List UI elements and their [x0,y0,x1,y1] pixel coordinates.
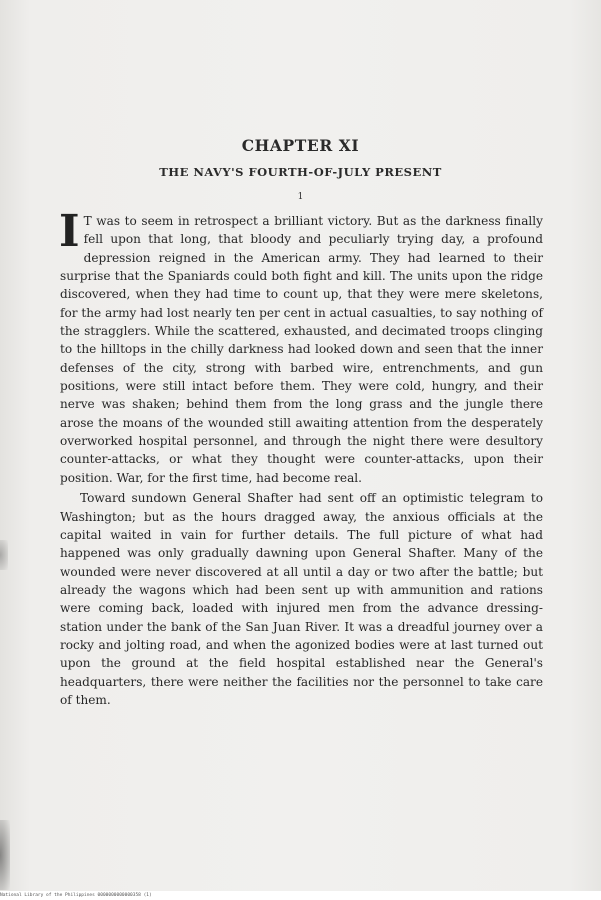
body-text [59,206,543,709]
paragraph-1 [59,206,543,487]
paragraph-2: Toward sundown General Shafter had sent off an optimistic telegram to Washington; but as the hours dragged away, the anxious officials at the capital waited in vain for further details. The full picture of what had happened was only gradually dawning upon General Shafter. Many of the wounded were never discovered at all until a day or two after the battle; but already the wagons which had been sent up with ammunition and rations were coming back, loaded with injured men from the advance dressing-station under the bank of the San Juan River. It was a dreadful journey over a rocky and jolting road, and when the agonized bodies were at last turned out upon the ground at the field hospital established near the General's headquarters, there were neither the facilities nor the personnel to take care of them. [60,491,543,707]
scan-footer: National Library of the Philippines 0000000000000358 (1) [0,893,152,898]
section-number: 1 [297,192,304,202]
chapter-subtitle: THE NAVY'S FOURTH-OF-JULY PRESENT [159,165,442,179]
chapter-title: CHAPTER XI [241,136,360,155]
paragraph-1-text: T was to seem in retrospect a brilliant victory. But as the darkness finally fell upon that long, that bloody and peculiarly trying day, a profound depression reigned in the American army. They had learned to their surprise that the Spaniards could both fight and kill. The units upon the ridge discovered, when they had time to count up, that they were mere skeletons, for the army had lost nearly ten per cent in actual casualties, to say nothing of the stragglers. While the scattered, exhausted, and decimated troops clinging to the hilltops in the chilly darkness had looked down and seen that the inner defenses of the city, strong with barbed wire, entrenchments, and gun positions, were still intact before them. They were cold, hungry, and their nerve was shaken; behind them from the long grass and the jungle there arose the moans of the wounded still awaiting attention from the desperately overworked hospital personnel, and through the night there were desultory counter-attacks, or what they thought were counter-attacks, upon their position. War, for the first time, had become real. [60,214,543,485]
drop-cap: I [59,206,80,257]
scan-shadow [0,540,8,570]
scan-shadow-bottom [0,820,10,890]
